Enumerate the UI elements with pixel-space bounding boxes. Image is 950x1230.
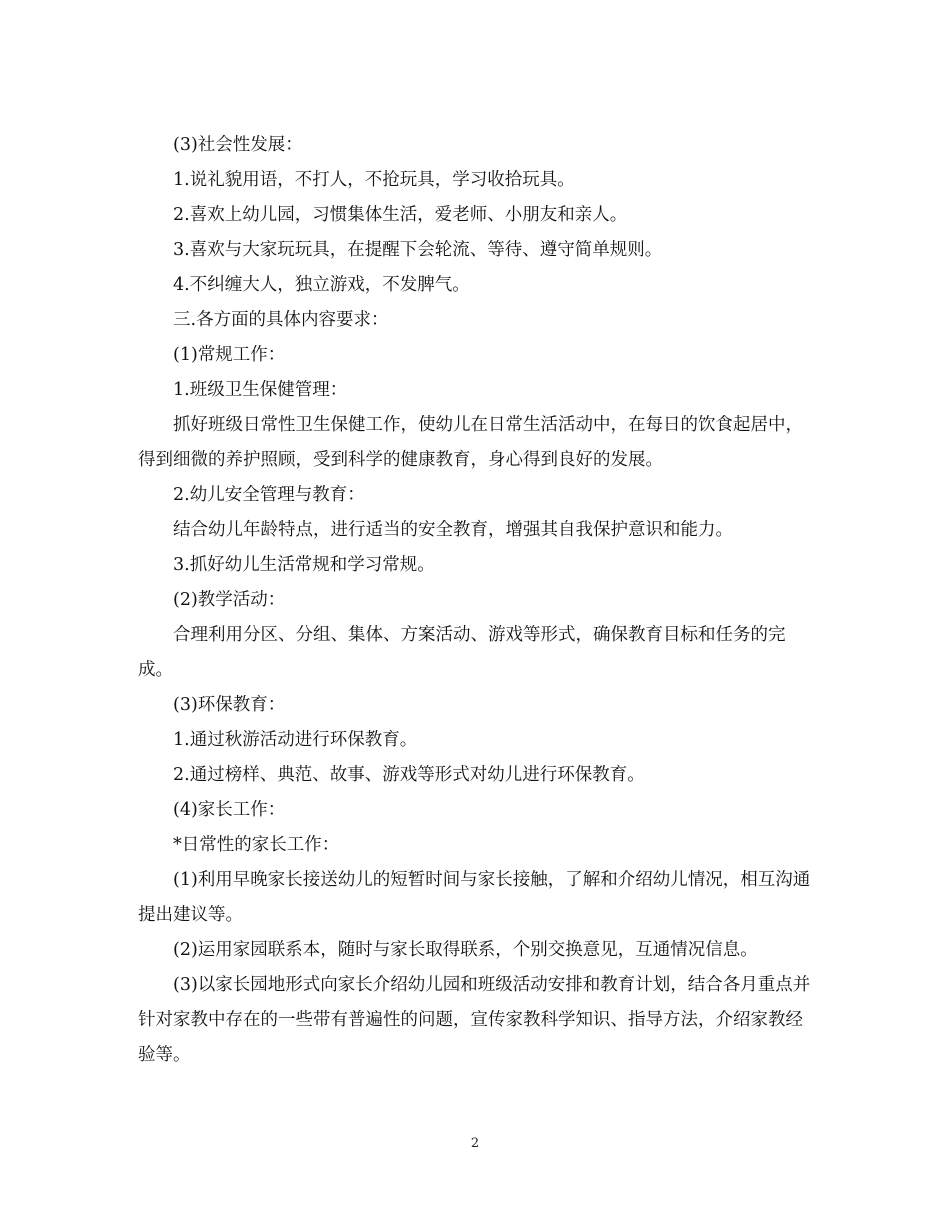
paragraph: 1.班级卫生保健管理： (173, 380, 348, 400)
paragraph: 1.通过秋游活动进行环保教育。 (173, 730, 418, 750)
paragraph: 2.通过榜样、典范、故事、游戏等形式对幼儿进行环保教育。 (173, 765, 645, 785)
paragraph: 3.喜欢与大家玩玩具，在提醒下会轮流、等待、遵守简单规则。 (173, 240, 663, 260)
paragraph: 抓好班级日常性卫生保健工作，使幼儿在日常生活活动中，在每日的饮食起居中，得到细微的养护照顾，受到科学的健康教育，身心得到良好的发展。 (138, 415, 803, 470)
paragraph: 合理利用分区、分组、集体、方案活动、游戏等形式，确保教育目标和任务的完成。 (138, 625, 786, 680)
subsection-heading: (4)家长工作： (173, 800, 286, 820)
section-heading: 三.各方面的具体内容要求： (173, 310, 389, 330)
paragraph: 结合幼儿年龄特点，进行适当的安全教育，增强其自我保护意识和能力。 (173, 520, 733, 540)
subsection-heading: (1)常规工作： (173, 345, 286, 365)
paragraph: (1)利用早晚家长接送幼儿的短暂时间与家长接触，了解和介绍幼儿情况，相互沟通提出建议等。 (138, 870, 811, 925)
subsection-heading: (3)环保教育： (173, 695, 286, 715)
paragraph: *日常性的家长工作： (173, 835, 340, 855)
paragraph: (3)以家长园地形式向家长介绍幼儿园和班级活动安排和教育计划，结合各月重点并针对家教中存在的一些带有普遍性的问题，宣传家教科学知识、指导方法，介绍家教经验等。 (138, 975, 811, 1065)
paragraph: 2.幼儿安全管理与教育： (173, 485, 365, 505)
paragraph: 2.喜欢上幼儿园，习惯集体生活，爱老师、小朋友和亲人。 (173, 205, 628, 225)
paragraph: 4.不纠缠大人，独立游戏，不发脾气。 (173, 275, 470, 295)
paragraph: (2)运用家园联系本，随时与家长取得联系，个别交换意见，互通情况信息。 (173, 940, 758, 960)
paragraph: 3.抓好幼儿生活常规和学习常规。 (173, 555, 435, 575)
paragraph: (3)社会性发展： (173, 135, 303, 155)
page-number: 2 (470, 1136, 480, 1151)
document-body (138, 128, 814, 1073)
paragraph: 1.说礼貌用语，不打人，不抢玩具，学习收拾玩具。 (173, 170, 575, 190)
subsection-heading: (2)教学活动： (173, 590, 286, 610)
